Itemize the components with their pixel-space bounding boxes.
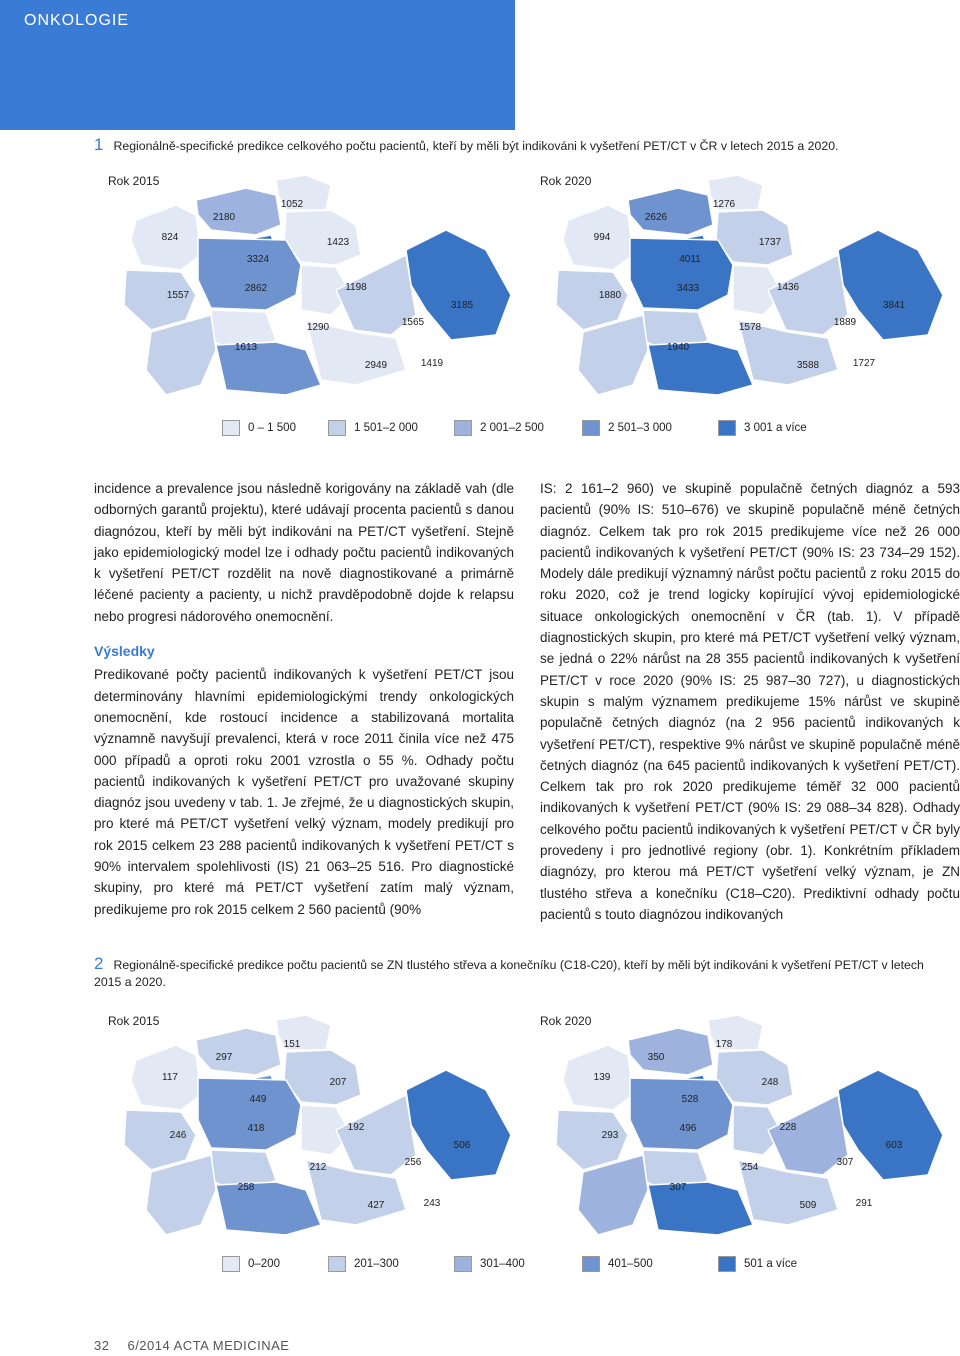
legend-label: 3 001 a více	[744, 422, 807, 434]
map-region-value: 1613	[234, 342, 258, 353]
journal-issue: 6/2014	[127, 1338, 171, 1353]
map-region-value: 291	[855, 1198, 873, 1209]
legend-swatch	[222, 1256, 240, 1272]
page-number: 32	[94, 1338, 110, 1353]
map-region-value: 151	[283, 1039, 301, 1050]
map-region	[648, 1182, 753, 1235]
legend-item	[328, 1255, 399, 1273]
legend-label: 501 a více	[744, 1258, 798, 1270]
body-paragraph: Predikované počty pacientů indikovaných k vyšetření PET/CT jsou determinovány hlavními epidemiologickými trendy onkologických onemocnění, kde rostoucí incidence a stabilizovaná mortalita významně navyšují prevalenci, která v roce 2011 činila více než 475 000 případů a oproti roku 2001 vzrostla o 55 %. Odhady počtu pacientů indikovaných k vyšetření PET/CT pro uvažované skupiny diagnóz jsou uvedeny v tab. 1. Je zřejmé, že u diagnostických skupin, pro které má PET/CT vyšetření velký význam, modely predikují pro rok 2015 celkem 23 288 pacientů indikovaných k vyšetření PET/CT s 90% intervalem spolehlivosti (IS) 21 063–25 516. Pro diagnostické skupiny, pro které má PET/CT vyšetření zatím malý význam, predikujeme pro rok 2015 celkem 2 560 pacientů (90%	[94, 667, 514, 917]
map-region-value: 117	[162, 1072, 178, 1083]
legend-item	[222, 419, 296, 437]
legend-swatch	[454, 420, 472, 436]
figure-2-map-2020	[528, 1010, 948, 1240]
map-region	[838, 1070, 943, 1180]
map-region	[198, 238, 301, 310]
map-year-title: Rok 2015	[108, 1014, 160, 1028]
legend-swatch	[582, 1256, 600, 1272]
figure-1-legend	[222, 419, 822, 437]
map-region	[406, 1070, 511, 1180]
choropleth-map	[96, 170, 516, 400]
legend-swatch	[718, 1256, 736, 1272]
legend-swatch	[222, 420, 240, 436]
body-column-left	[94, 478, 514, 920]
figure-1-caption	[94, 136, 934, 155]
legend-item	[718, 419, 807, 437]
map-year-title: Rok 2020	[540, 174, 592, 188]
map-region-value: 248	[761, 1077, 779, 1088]
map-region-value: 1940	[666, 342, 690, 353]
section-title: ONKOLOGIE	[24, 12, 130, 29]
map-region-value: 1198	[345, 282, 367, 293]
map-region-value: 307	[669, 1182, 687, 1193]
map-region-value: 3588	[796, 360, 820, 371]
legend-swatch	[582, 420, 600, 436]
map-region-value: 1737	[758, 237, 782, 248]
figure-1-map-2015	[96, 170, 516, 400]
map-region-value: 1727	[852, 358, 876, 369]
map-region-value: 2949	[364, 360, 388, 371]
map-region-value: 207	[329, 1077, 347, 1088]
map-region	[630, 1078, 733, 1150]
map-region-value: 307	[836, 1157, 854, 1168]
legend-swatch	[454, 1256, 472, 1272]
journal-name: ACTA MEDICINAE	[173, 1338, 290, 1353]
map-region-value: 1436	[776, 282, 800, 293]
legend-label: 0 – 1 500	[248, 422, 296, 434]
map-region-value: 246	[169, 1130, 187, 1141]
map-region-value: 506	[453, 1140, 471, 1151]
legend-label: 2 501–3 000	[608, 422, 672, 434]
map-region-value: 1419	[420, 358, 444, 369]
legend-item	[328, 419, 418, 437]
figure-2-caption	[94, 955, 934, 991]
choropleth-map	[528, 170, 948, 400]
legend-item	[454, 1255, 525, 1273]
figure-2-legend	[222, 1255, 822, 1273]
page-footer	[94, 1338, 289, 1353]
map-region-value: 1290	[306, 322, 330, 333]
map-region-value: 228	[779, 1122, 797, 1133]
map-region-value: 254	[741, 1162, 759, 1173]
legend-item	[718, 1255, 797, 1273]
map-region-value: 509	[799, 1200, 817, 1211]
map-region	[216, 1182, 321, 1235]
map-region-value: 139	[593, 1072, 611, 1083]
map-region-value: 256	[404, 1157, 422, 1168]
legend-label: 401–500	[608, 1258, 653, 1270]
map-region	[630, 238, 733, 310]
map-region-value: 2626	[644, 212, 668, 223]
map-region-value: 1423	[326, 237, 350, 248]
figure-2-caption-text: Regionálně-specifické predikce počtu pacientů se ZN tlustého střeva a konečníku (C18-C20), kteří by měli být indikováni k vyšetření PET/CT v letech 2015 a 2020.	[94, 958, 924, 989]
legend-item	[454, 419, 544, 437]
map-region-value: 528	[681, 1094, 699, 1105]
map-region-value: 3324	[246, 254, 270, 265]
legend-swatch	[328, 1256, 346, 1272]
map-year-title: Rok 2015	[108, 174, 160, 188]
map-region	[648, 342, 753, 395]
figure-1-caption-text: Regionálně-specifické predikce celkového počtu pacientů, kteří by měli být indikováni k vyšetření PET/CT v ČR v letech 2015 a 2020.	[113, 139, 839, 153]
legend-swatch	[328, 420, 346, 436]
legend-swatch	[718, 420, 736, 436]
body-paragraph: incidence a prevalence jsou následně korigovány na základě vah (dle odborných garantů projektu), které udávají procenta pacientů s danou diagnózou, kteří by měli být indikováni na PET/CT vyšetření. Stejně jako epidemiologický model lze i odhady počtu pacientů indikovaných k vyšetření PET/CT rozdělit na nově diagnostikované a primárně léčené pacienty a pacienty, u nichž pravděpodobně dojde k relapsu nebo progresi nádorového onemocnění.	[94, 481, 514, 624]
map-region-value: 3185	[450, 300, 474, 311]
map-year-title: Rok 2020	[540, 1014, 592, 1028]
map-region-value: 4011	[679, 254, 701, 265]
map-region-value: 3433	[676, 283, 700, 294]
legend-item	[222, 1255, 280, 1273]
legend-label: 2 001–2 500	[480, 422, 544, 434]
section-header-bar	[0, 0, 515, 130]
map-region-value: 496	[679, 1123, 697, 1134]
body-paragraph: IS: 2 161–2 960) ve skupině populačně četných diagnóz a 593 pacientů (90% IS: 510–676) ve skupině populačně méně četných diagnóz. Celkem tak pro rok 2015 predikujeme více než 26 000 pacientů indikovaných k vyšetření PET/CT (90% IS: 23 734–29 152). Modely dále predikují významný nárůst počtu pacientů z roku 2015 do roku 2020, což je trend logicky kopírující vývoj epidemiologické situace onkologických onemocnění v ČR (tab. 1). V případě diagnostických skupin, pro které má PET/CT vyšetření velký význam, se jedná o 22% nárůst na 28 355 pacientů indikovaných k vyšetření PET/CT v roce 2020 (90% IS: 25 987–30 727), u diagnostických skupin s malým významem predikujeme 15% nárůst ve skupině populačně četných diagnóz (na 2 956 pacientů indikovaných k vyšetření PET/CT), respektive 9% nárůst ve skupině populačně méně četných diagnóz (na 645 pacientů indikovaných k vyšetření PET/CT). Celkem tak pro rok 2020 predikujeme téměř 32 000 pacientů indikovaných k vyšetření PET/CT (90% IS: 29 088–34 828). Odhady celkového počtu pacientů indikovaných k vyšetření PET/CT v ČR byly provedeny i pro jednotlivé regiony (obr. 1). Konkrétním příkladem diagnózy, pro kterou má PET/CT vyšetření velký význam, je ZN tlustého střeva a konečníku (C18–C20). Prediktivní odhady počtu pacientů s touto diagnózou indikovaných	[540, 481, 960, 922]
map-region	[196, 1028, 281, 1075]
map-region-value: 1557	[166, 290, 190, 301]
legend-label: 301–400	[480, 1258, 525, 1270]
map-region-value: 603	[885, 1140, 903, 1151]
body-column-right	[540, 478, 960, 925]
legend-label: 201–300	[354, 1258, 399, 1270]
figure-1-number: 1	[94, 135, 104, 154]
legend-item	[582, 419, 672, 437]
map-region	[216, 342, 321, 395]
map-region-value: 293	[601, 1130, 619, 1141]
figure-2-map-2015	[96, 1010, 516, 1240]
map-region-value: 1276	[712, 199, 736, 210]
map-region-value: 1880	[598, 290, 622, 301]
map-region-value: 824	[161, 232, 179, 243]
legend-label: 0–200	[248, 1258, 280, 1270]
figure-1-map-2020	[528, 170, 948, 400]
map-region-value: 243	[423, 1198, 441, 1209]
legend-label: 1 501–2 000	[354, 422, 418, 434]
legend-item	[582, 1255, 653, 1273]
map-region-value: 1889	[833, 317, 857, 328]
map-region-value: 178	[715, 1039, 733, 1050]
figure-2-number: 2	[94, 954, 104, 973]
map-region-value: 427	[367, 1200, 385, 1211]
map-region-value: 212	[309, 1162, 327, 1173]
map-region-value: 994	[593, 232, 611, 243]
map-region-value: 449	[249, 1094, 267, 1105]
choropleth-map	[96, 1010, 516, 1240]
map-region-value: 297	[215, 1052, 233, 1063]
section-heading-results: Výsledky	[94, 643, 155, 660]
map-region-value: 2180	[212, 212, 236, 223]
map-region-value: 3841	[882, 300, 906, 311]
map-region-value: 350	[647, 1052, 665, 1063]
map-region-value: 1052	[280, 199, 304, 210]
map-region	[198, 1078, 301, 1150]
map-region	[628, 188, 713, 235]
map-region-value: 418	[247, 1123, 265, 1134]
map-region-value: 1578	[738, 322, 762, 333]
map-region	[196, 188, 281, 235]
map-region-value: 192	[347, 1122, 365, 1133]
map-region-value: 2862	[244, 283, 268, 294]
choropleth-map	[528, 1010, 948, 1240]
map-region-value: 1565	[401, 317, 425, 328]
map-region	[628, 1028, 713, 1075]
map-region-value: 258	[237, 1182, 255, 1193]
